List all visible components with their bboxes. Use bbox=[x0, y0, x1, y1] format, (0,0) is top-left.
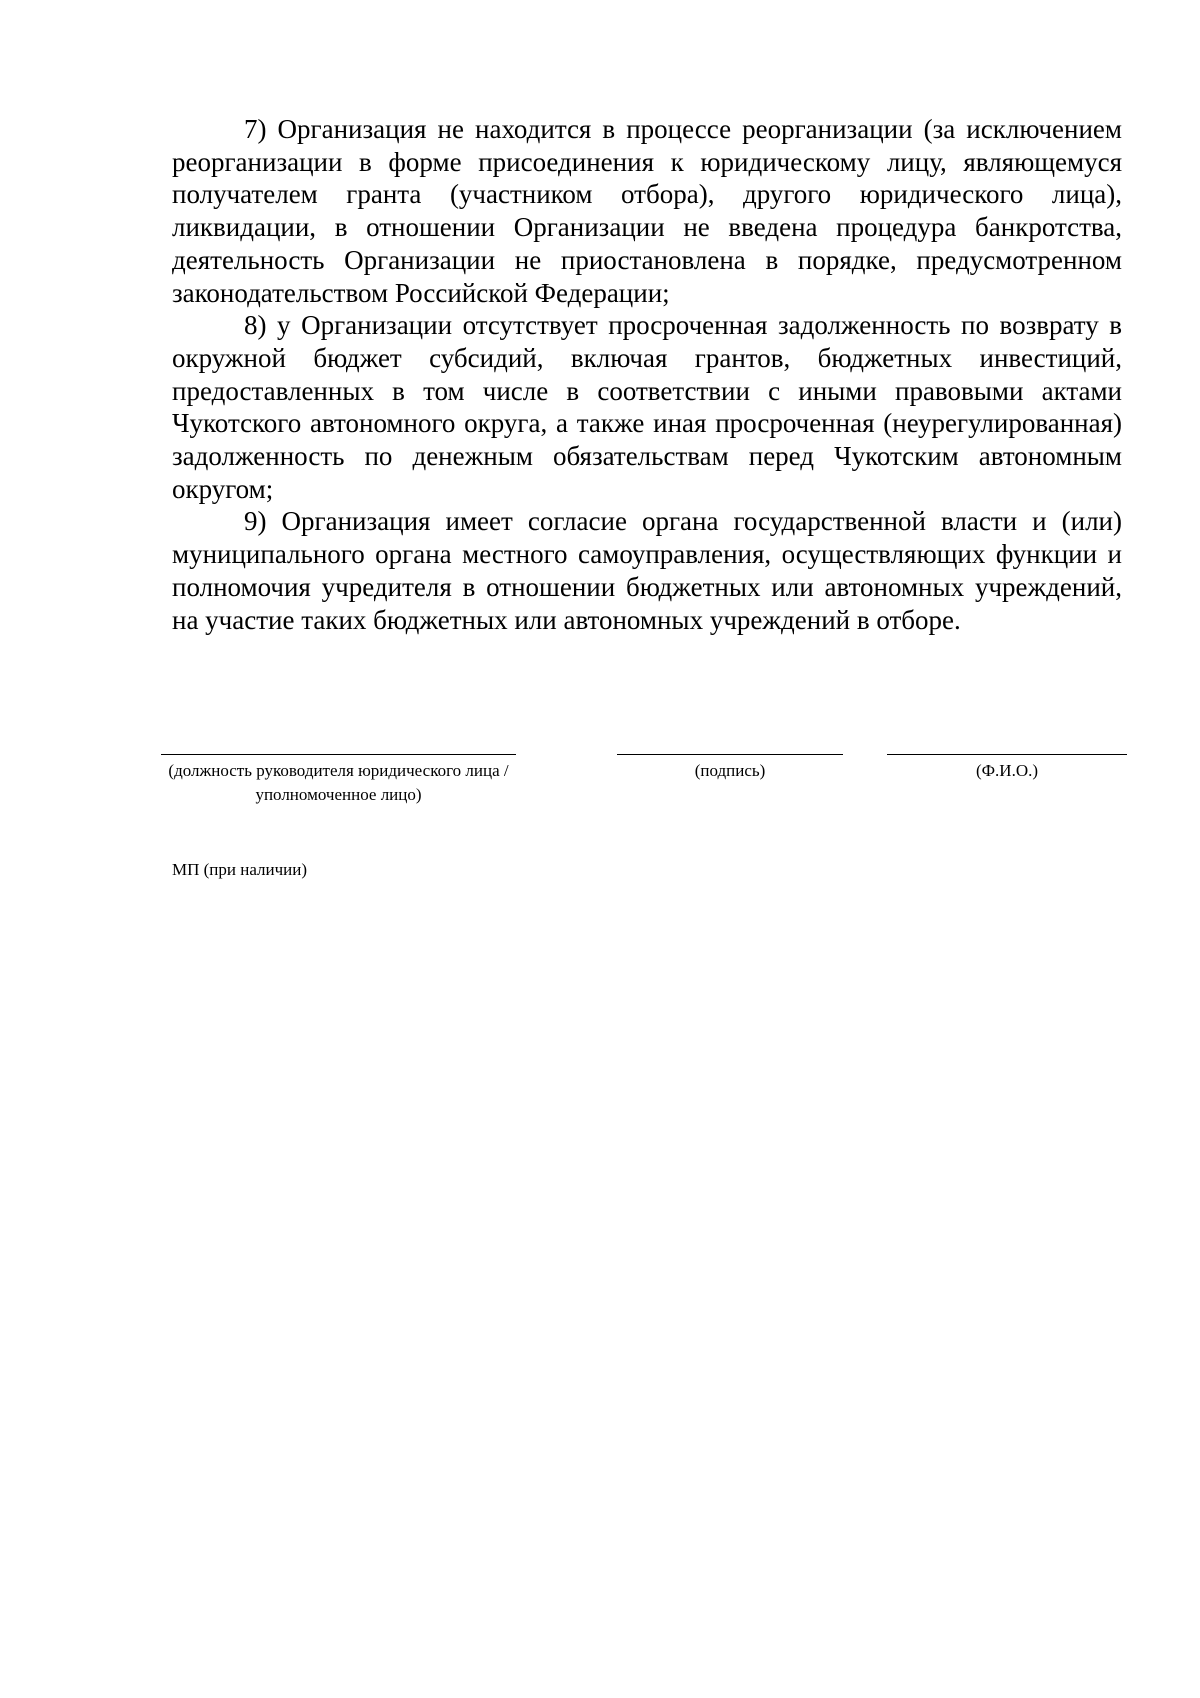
signature-line-position bbox=[161, 754, 516, 755]
signature-field-name bbox=[887, 754, 1127, 783]
signature-caption: (подпись) bbox=[694, 761, 766, 780]
paragraph-item-9: 9) Организация имеет согласие органа государственной власти и (или) муниципального органа местного самоуправления, осуществляющих функции и полномочия учредителя в отношении бюджетных или автономных учреждений, на участие таких бюджетных или автономных учреждений в отборе. bbox=[172, 506, 1122, 635]
signature-field-position bbox=[161, 754, 516, 807]
position-caption: (должность руководителя юридического лица / уполномоченное лицо) bbox=[168, 761, 509, 804]
name-caption: (Ф.И.О.) bbox=[975, 761, 1039, 780]
signature-line-sign bbox=[617, 754, 843, 755]
signature-line-name bbox=[887, 754, 1127, 755]
document-body bbox=[172, 113, 1122, 636]
stamp-note: МП (при наличии) bbox=[172, 860, 308, 879]
paragraph-item-8: 8) у Организации отсутствует просроченная задолженность по возврату в окружной бюджет субсидий, включая грантов, бюджетных инвестиций, предоставленных в том числе в соответствии с иными правовыми актами Чукотского автономного округа, а также иная просроченная (неурегулированная) задолженность по денежным обязательствам перед Чукотским автономным округом; bbox=[172, 310, 1122, 504]
paragraph-item-7: 7) Организация не находится в процессе реорганизации (за исключением реорганизации в форме присоединения к юридическому лицу, являющемуся получателем гранта (участником отбора), другого юридического лица), ликвидации, в отношении Организации не введена процедура банкротства, деятельность Организации не приостановлена в порядке, предусмотренном законодательством Российской Федерации; bbox=[172, 114, 1122, 308]
signature-field-sign bbox=[617, 754, 843, 783]
